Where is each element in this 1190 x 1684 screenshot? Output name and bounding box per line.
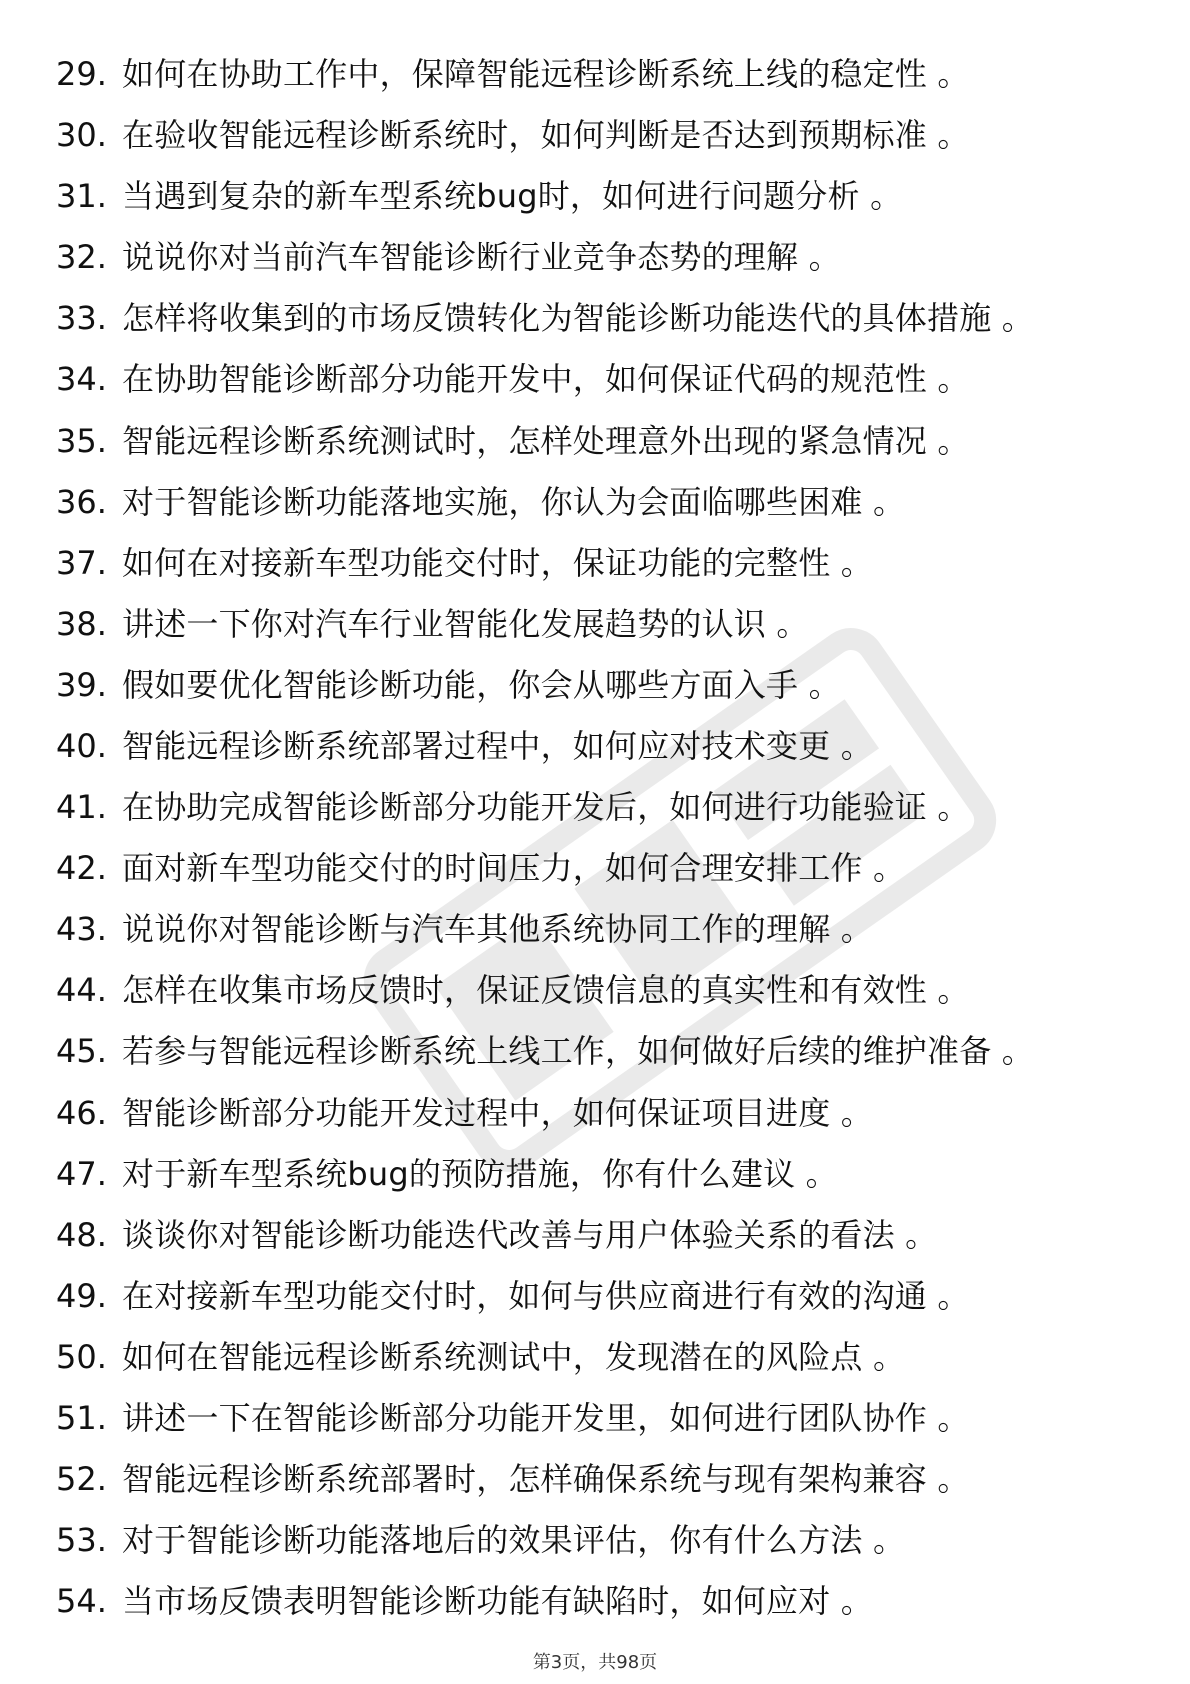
item-text: 面对新车型功能交付的时间压力，如何合理安排工作 。 <box>122 849 906 888</box>
item-text: 如何在协助工作中，保障智能远程诊断系统上线的稳定性 。 <box>122 54 970 93</box>
list-item <box>56 1449 1136 1510</box>
item-text: 在对接新车型功能交付时，如何与供应商进行有效的沟通 。 <box>122 1276 970 1315</box>
item-number: 51. <box>56 1399 107 1438</box>
item-text: 说说你对当前汽车智能诊断行业竞争态势的理解 。 <box>122 238 841 277</box>
list-item <box>56 1571 1136 1632</box>
list-item <box>56 1388 1136 1449</box>
list-item <box>56 166 1136 227</box>
list-item <box>56 411 1136 472</box>
item-number: 36. <box>56 482 107 521</box>
item-number: 46. <box>56 1093 107 1132</box>
item-text: 当市场反馈表明智能诊断功能有缺陷时，如何应对 。 <box>122 1582 873 1621</box>
item-text: 智能诊断部分功能开发过程中，如何保证项目进度 。 <box>122 1093 873 1132</box>
item-text: 在协助智能诊断部分功能开发中，如何保证代码的规范性 。 <box>122 360 970 399</box>
item-text: 说说你对智能诊断与汽车其他系统协同工作的理解 。 <box>122 910 873 949</box>
list-item <box>56 899 1136 960</box>
item-text: 如何在智能远程诊断系统测试中，发现潜在的风险点 。 <box>122 1337 906 1376</box>
item-number: 47. <box>56 1154 107 1193</box>
item-number: 42. <box>56 849 107 888</box>
item-number: 44. <box>56 971 107 1010</box>
item-number: 41. <box>56 788 107 827</box>
list-item <box>56 1083 1136 1144</box>
item-text: 讲述一下在智能诊断部分功能开发里，如何进行团队协作 。 <box>122 1399 970 1438</box>
item-number: 50. <box>56 1337 107 1376</box>
item-text: 讲述一下你对汽车行业智能化发展趋势的认识 。 <box>122 604 809 643</box>
item-text: 对于智能诊断功能落地后的效果评估，你有什么方法 。 <box>122 1521 906 1560</box>
item-number: 33. <box>56 299 107 338</box>
list-item <box>56 472 1136 533</box>
item-number: 31. <box>56 177 107 216</box>
item-text: 谈谈你对智能诊断功能迭代改善与用户体验关系的看法 。 <box>122 1215 938 1254</box>
list-item <box>56 838 1136 899</box>
item-number: 34. <box>56 360 107 399</box>
list-item <box>56 227 1136 288</box>
item-number: 30. <box>56 116 107 155</box>
item-text: 在验收智能远程诊断系统时，如何判断是否达到预期标准 。 <box>122 116 970 155</box>
item-number: 38. <box>56 604 107 643</box>
item-text: 智能远程诊断系统测试时，怎样处理意外出现的紧急情况 。 <box>122 421 970 460</box>
item-number: 32. <box>56 238 107 277</box>
item-number: 37. <box>56 543 107 582</box>
list-item <box>56 1144 1136 1205</box>
list-item <box>56 533 1136 594</box>
list-item <box>56 655 1136 716</box>
list-item <box>56 349 1136 410</box>
question-list <box>56 44 1136 1632</box>
list-item <box>56 1022 1136 1083</box>
list-item <box>56 1205 1136 1266</box>
list-item <box>56 1327 1136 1388</box>
item-text: 在协助完成智能诊断部分功能开发后，如何进行功能验证 。 <box>122 788 970 827</box>
list-item <box>56 1510 1136 1571</box>
list-item <box>56 288 1136 349</box>
list-item <box>56 777 1136 838</box>
item-number: 48. <box>56 1215 107 1254</box>
item-number: 40. <box>56 726 107 765</box>
item-number: 52. <box>56 1460 107 1499</box>
item-text: 怎样在收集市场反馈时，保证反馈信息的真实性和有效性 。 <box>122 971 970 1010</box>
list-item <box>56 960 1136 1021</box>
item-number: 35. <box>56 421 107 460</box>
item-text: 如何在对接新车型功能交付时，保证功能的完整性 。 <box>122 543 873 582</box>
item-text: 智能远程诊断系统部署时，怎样确保系统与现有架构兼容 。 <box>122 1460 970 1499</box>
item-number: 54. <box>56 1582 107 1621</box>
item-number: 39. <box>56 665 107 704</box>
page-footer: 第3页，共98页 <box>532 1652 658 1673</box>
item-text: 对于新车型系统bug的预防措施，你有什么建议 。 <box>122 1154 838 1193</box>
list-item <box>56 1266 1136 1327</box>
list-item <box>56 716 1136 777</box>
item-number: 53. <box>56 1521 107 1560</box>
item-number: 49. <box>56 1276 107 1315</box>
item-number: 45. <box>56 1032 107 1071</box>
list-item <box>56 44 1136 105</box>
item-number: 43. <box>56 910 107 949</box>
list-item <box>56 105 1136 166</box>
item-text: 怎样将收集到的市场反馈转化为智能诊断功能迭代的具体措施 。 <box>122 299 1034 338</box>
item-text: 若参与智能远程诊断系统上线工作，如何做好后续的维护准备 。 <box>122 1032 1034 1071</box>
item-text: 假如要优化智能诊断功能，你会从哪些方面入手 。 <box>122 665 841 704</box>
item-text: 智能远程诊断系统部署过程中，如何应对技术变更 。 <box>122 726 873 765</box>
item-text: 对于智能诊断功能落地实施，你认为会面临哪些困难 。 <box>122 482 906 521</box>
item-number: 29. <box>56 54 107 93</box>
list-item <box>56 594 1136 655</box>
item-text: 当遇到复杂的新车型系统bug时，如何进行问题分析 。 <box>122 177 903 216</box>
